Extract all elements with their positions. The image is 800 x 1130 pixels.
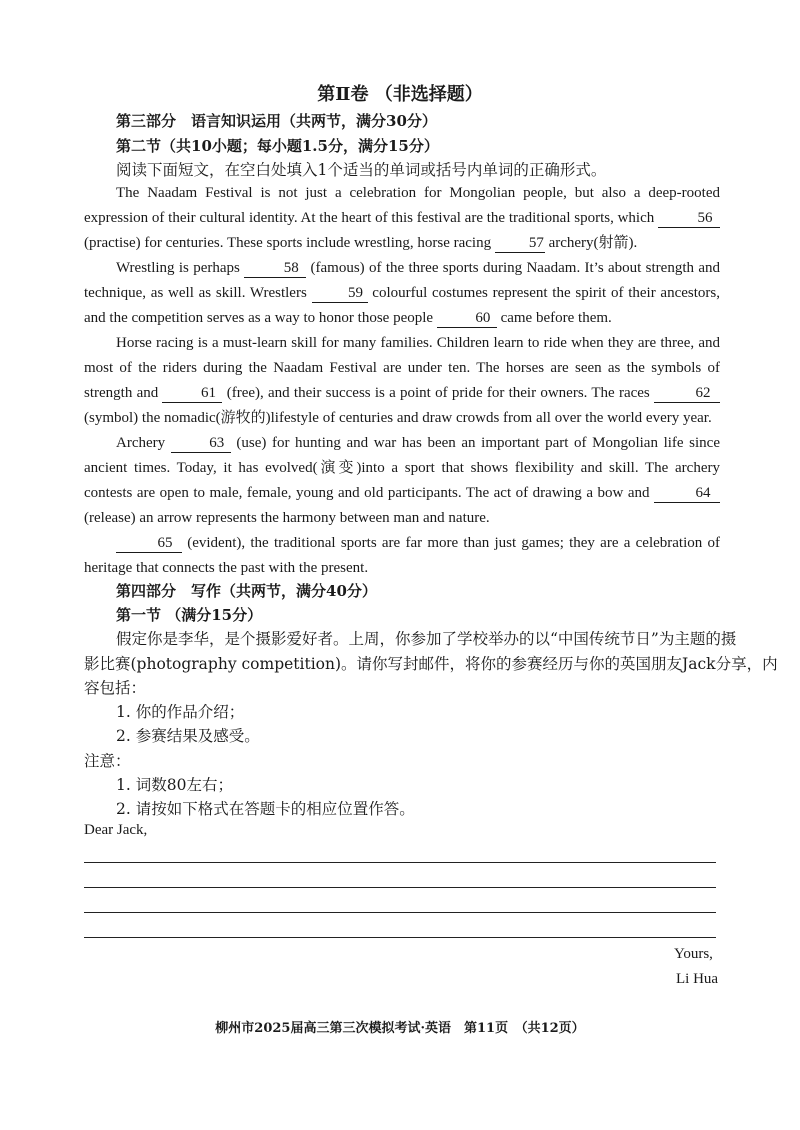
- blank-58[interactable]: 58: [244, 259, 306, 278]
- text: (release) an arrow represents the harmony between man and nature.: [84, 510, 490, 526]
- text: (evident), the traditional sports are far more than just games; they are a celebration of heritage that connects the past with the present.: [84, 535, 720, 576]
- closing: Yours,: [674, 946, 713, 962]
- blank-65[interactable]: 65: [116, 534, 182, 553]
- writing-prompt-line-1: 假定你是李华，是个摄影爱好者。上周，你参加了学校举办的以“中国传统节日”为主题的摄: [116, 630, 737, 648]
- text: (use) for hunting and war has been an important part of Mongolian life since ancient times. Today, it has evolved(演变)into a sport that shows flexibility and skill. The archery contests are open to male, female, young and old participants. The act of drawing a bow and: [84, 435, 720, 501]
- text: Horse racing is a must-learn skill for many families. Children learn to ride when they are three, and most of the riders during the Naadam Festival are under ten. The horses are seen as the symbols of strength and: [84, 335, 720, 401]
- text: Wrestling is perhaps: [116, 260, 245, 276]
- text: colourful costumes represent the spirit of their ancestors, and the competition serves as a way to honor those people: [84, 285, 720, 326]
- text: (famous) of the three sports during Naadam. It’s about strength and technique, as well as skill. Wrestlers: [84, 260, 720, 301]
- signature: Li Hua: [676, 971, 719, 987]
- instruction: 阅读下面短文，在空白处填入1个适当的单词或括号内单词的正确形式。: [116, 161, 607, 179]
- blank-64[interactable]: 64: [654, 484, 720, 503]
- note-label: 注意：: [84, 752, 131, 770]
- writing-prompt-line-3: 容包括：: [84, 679, 147, 697]
- note-2: 2. 请按如下格式在答题卡的相应位置作答。: [116, 800, 415, 818]
- blank-63[interactable]: 63: [171, 434, 231, 453]
- text: (practise) for centuries. These sports include wrestling, horse racing: [84, 235, 495, 251]
- answer-line[interactable]: [84, 912, 716, 913]
- passage: [84, 181, 720, 581]
- blank-56[interactable]: 56: [658, 209, 720, 228]
- paragraph-5: [84, 531, 720, 581]
- text: came before them.: [496, 310, 612, 326]
- answer-line[interactable]: [84, 887, 716, 888]
- text: archery(射箭).: [544, 235, 638, 251]
- blank-60[interactable]: 60: [437, 309, 497, 328]
- requirement-2: 2. 参赛结果及感受。: [116, 727, 260, 745]
- blank-57[interactable]: 57: [495, 234, 545, 253]
- writing-prompt-line-2: 影比赛(photography competition)。请你写封邮件，将你的参赛经历与你的英国朋友Jack分享，内: [84, 655, 778, 673]
- paragraph-3: [84, 331, 720, 431]
- text: (symbol) the nomadic(游牧的)lifestyle of centuries and draw crowds from all over the world every year.: [84, 410, 712, 426]
- paragraph-2: [84, 256, 720, 331]
- part3-heading: 第三部分 语言知识运用（共两节，满分30分）: [116, 112, 437, 130]
- paragraph-1: [84, 181, 720, 256]
- page-title: 第Ⅱ卷 （非选择题）: [317, 84, 483, 105]
- text: Archery: [116, 435, 171, 451]
- section1-heading: 第一节 （满分15分）: [116, 606, 263, 624]
- text: The Naadam Festival is not just a celebration for Mongolian people, but also a deep-rooted expression of their cultural identity. At the heart of this festival are the traditional sports, which: [84, 185, 720, 226]
- section2-heading: 第二节（共10小题；每小题1.5分，满分15分）: [116, 137, 439, 155]
- note-1: 1. 词数80左右；: [116, 776, 233, 794]
- requirement-1: 1. 你的作品介绍；: [116, 703, 245, 721]
- blank-62[interactable]: 62: [654, 384, 720, 403]
- text: (free), and their success is a point of pride for their owners. The races: [222, 385, 654, 401]
- blank-59[interactable]: 59: [312, 284, 368, 303]
- page-footer: 柳州市2025届高三第三次模拟考试·英语 第11页 （共12页）: [215, 1021, 585, 1036]
- blank-61[interactable]: 61: [162, 384, 222, 403]
- answer-line[interactable]: [84, 862, 716, 863]
- paragraph-4: [84, 431, 720, 531]
- greeting: Dear Jack,: [84, 822, 148, 838]
- answer-line[interactable]: [84, 937, 716, 938]
- part4-heading: 第四部分 写作（共两节，满分40分）: [116, 582, 377, 600]
